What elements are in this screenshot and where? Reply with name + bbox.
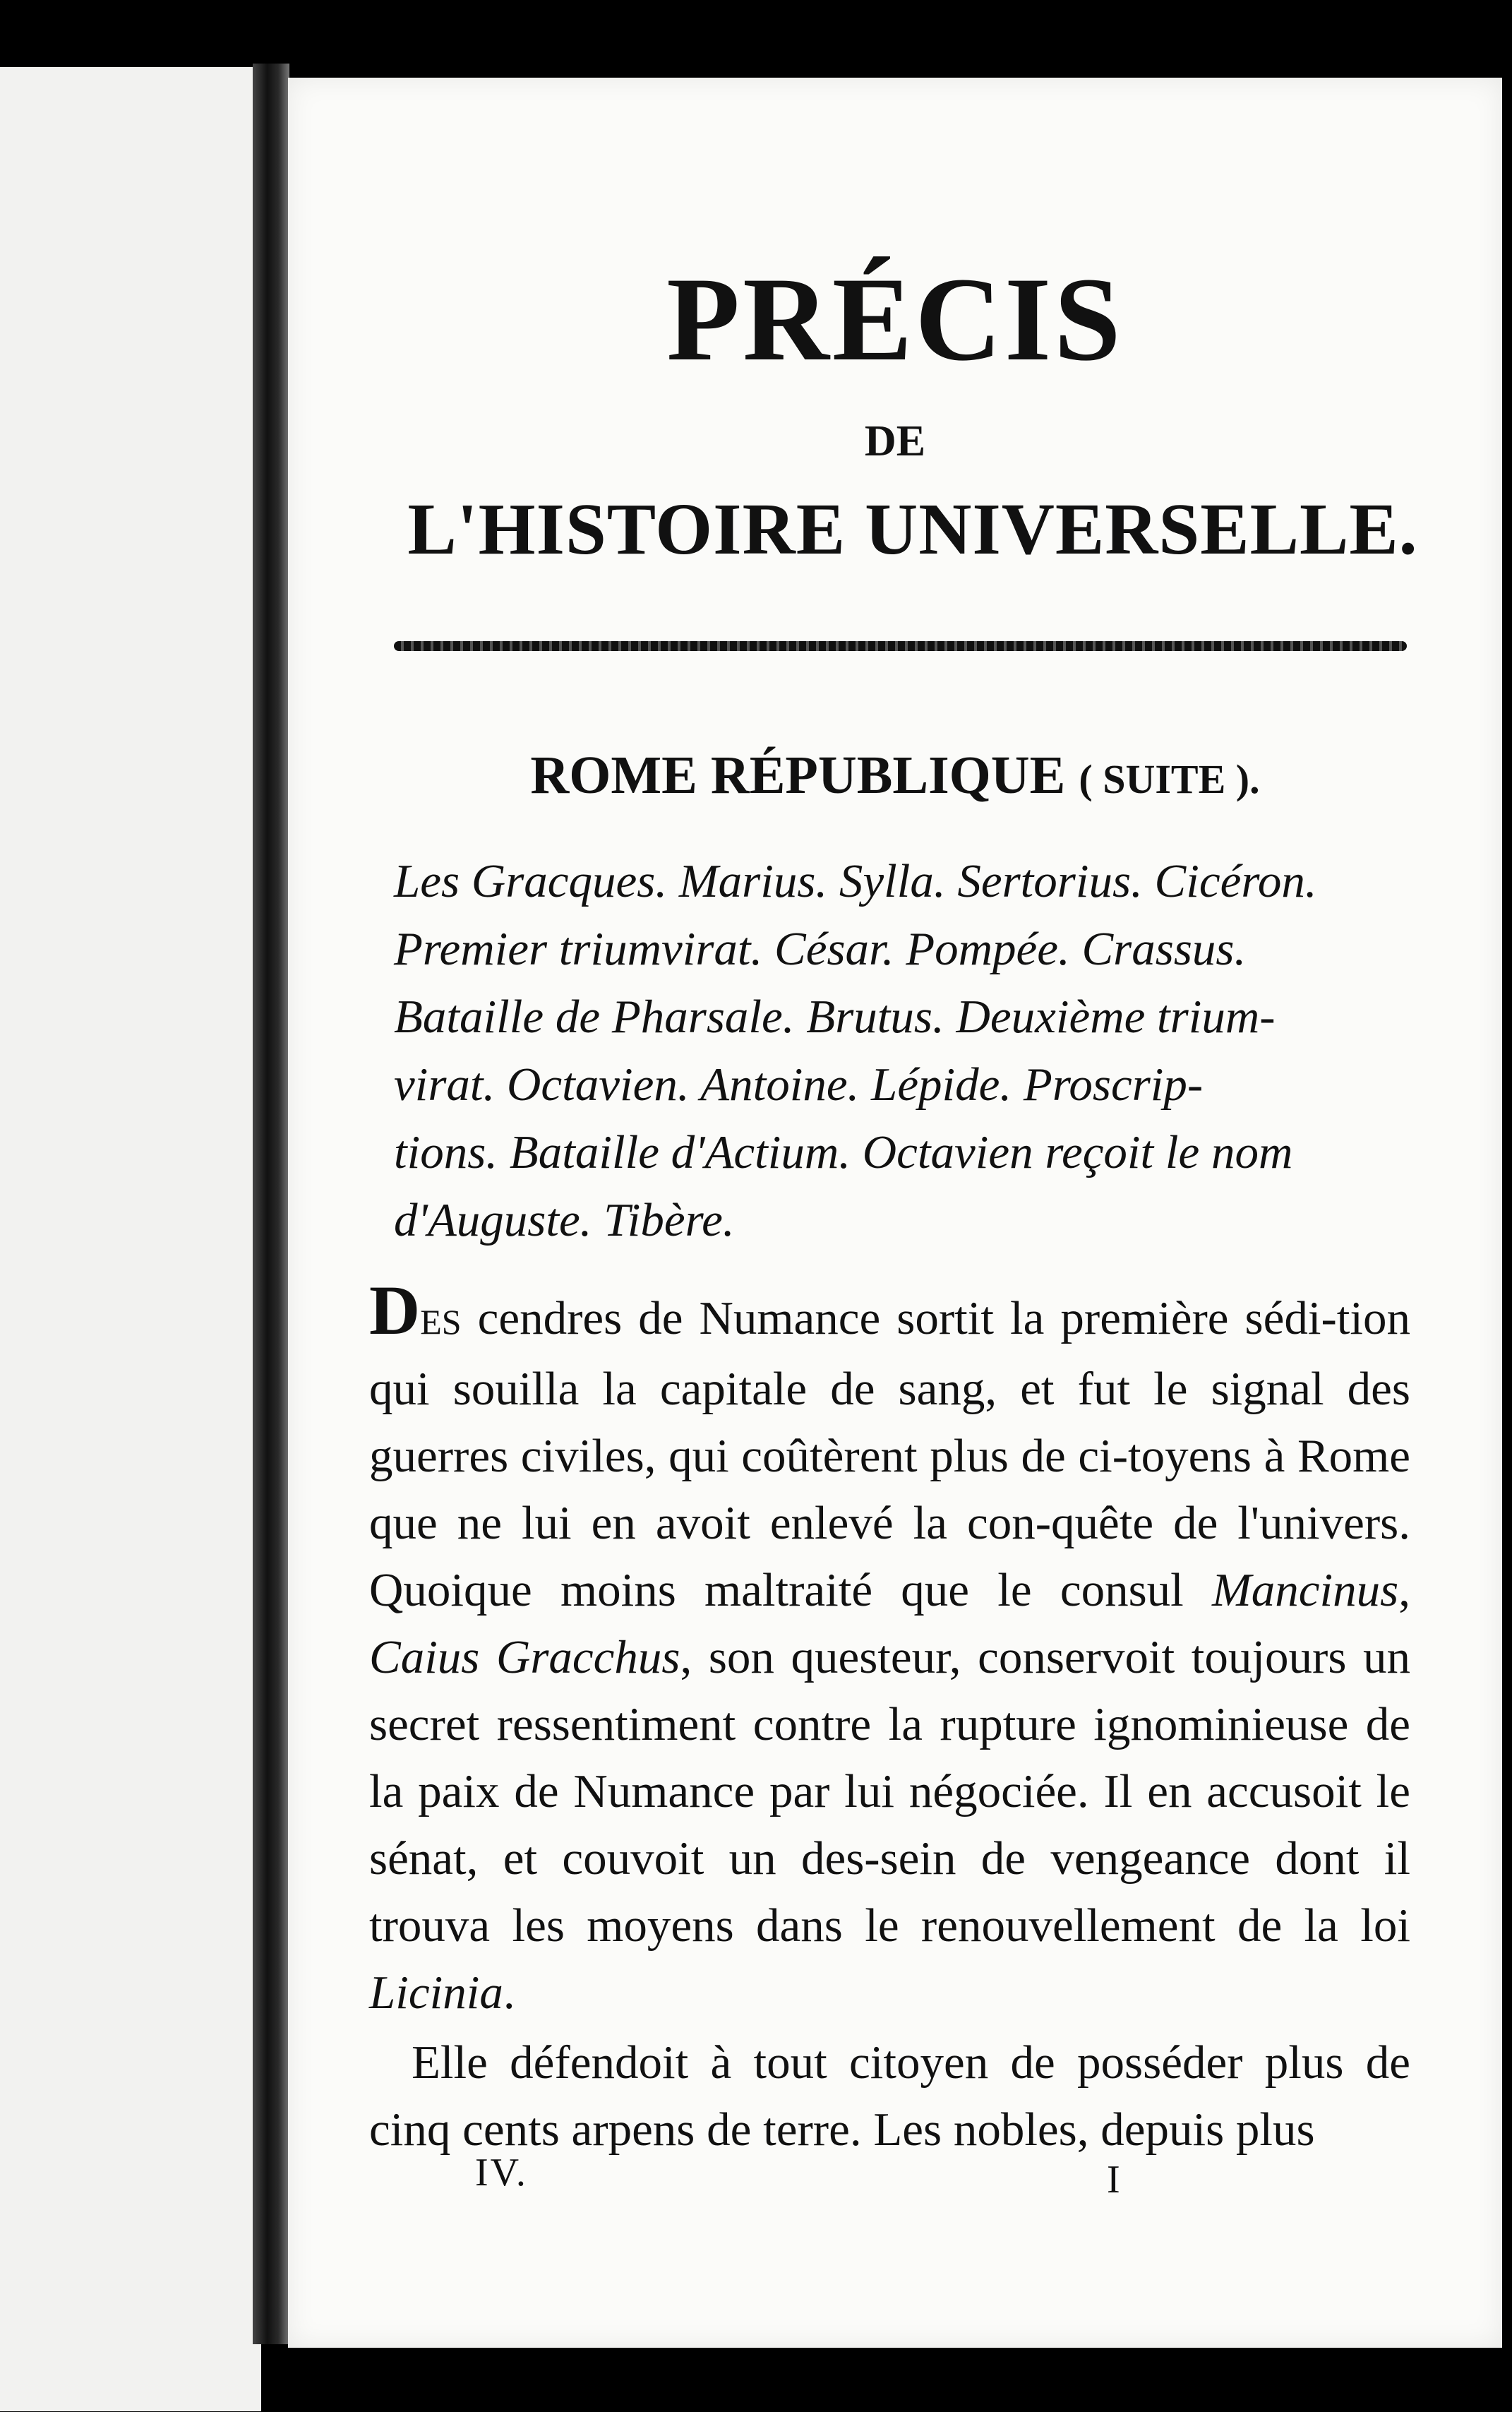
paragraph-text: cendres de Numance sortit la première sédi-tion qui souilla la capitale de sang, et fut le signal des guerres civiles, qui coûtèrent plus de ci-toyens à Rome que ne lui en avoit enlevé la con-quête de l'univers. Quoique moins maltraité que le consul xyxy=(369,1292,1410,1616)
proper-name: Licinia xyxy=(369,1966,503,2019)
book-page xyxy=(288,78,1502,2348)
title-connector: DE xyxy=(864,417,926,465)
decorative-rule xyxy=(394,641,1407,651)
book-spine xyxy=(253,64,289,2344)
body-text xyxy=(369,1271,1410,2163)
paragraph: Elle défendoit à tout citoyen de posséder plus de cinq cents arpens de terre. Les nobles, depuis plus xyxy=(369,2036,1410,2156)
proper-name: Caius Gracchus xyxy=(369,1631,680,1683)
summary-line: tions. Bataille d'Actium. Octavien reçoit le nom xyxy=(394,1126,1293,1178)
summary-line: Bataille de Pharsale. Brutus. Deuxième trium- xyxy=(394,991,1276,1043)
small-caps: ES xyxy=(420,1302,462,1342)
title-main: PRÉCIS xyxy=(666,253,1124,386)
signature-mark: IV. xyxy=(475,2151,528,2195)
summary-line: Les Gracques. Marius. Sylla. Sertorius. Cicéron. xyxy=(394,855,1317,907)
facing-page-left xyxy=(0,67,261,2411)
summary-line: d'Auguste. Tibère. xyxy=(394,1194,735,1246)
proper-name: Mancinus xyxy=(1212,1564,1399,1616)
paragraph-text: , son questeur, conservoit toujours un secret ressentiment contre la rupture ignominieuse de la paix de Numance par lui négociée. Il en accusoit le sénat, et couvoit un des-sein de vengeance dont il trouva les moyens dans le renouvellement de la loi xyxy=(369,1631,1410,1952)
punctuation: . xyxy=(503,1966,515,2019)
section-heading-text: ROME RÉPUBLIQUE xyxy=(530,746,1066,805)
paragraph xyxy=(369,1271,1410,2026)
summary-line: virat. Octavien. Antoine. Lépide. Proscrip- xyxy=(394,1058,1204,1111)
summary-line: Premier triumvirat. César. Pompée. Crassus. xyxy=(394,923,1247,975)
title-subtitle: L'HISTOIRE UNIVERSELLE. xyxy=(407,489,1418,570)
punctuation: , xyxy=(1398,1564,1410,1616)
section-heading xyxy=(288,745,1502,806)
chapter-summary xyxy=(394,847,1403,1254)
section-heading-suffix: ( SUITE ). xyxy=(1079,756,1260,802)
folio-number: I xyxy=(1107,2158,1120,2202)
drop-cap: D xyxy=(369,1271,421,1349)
